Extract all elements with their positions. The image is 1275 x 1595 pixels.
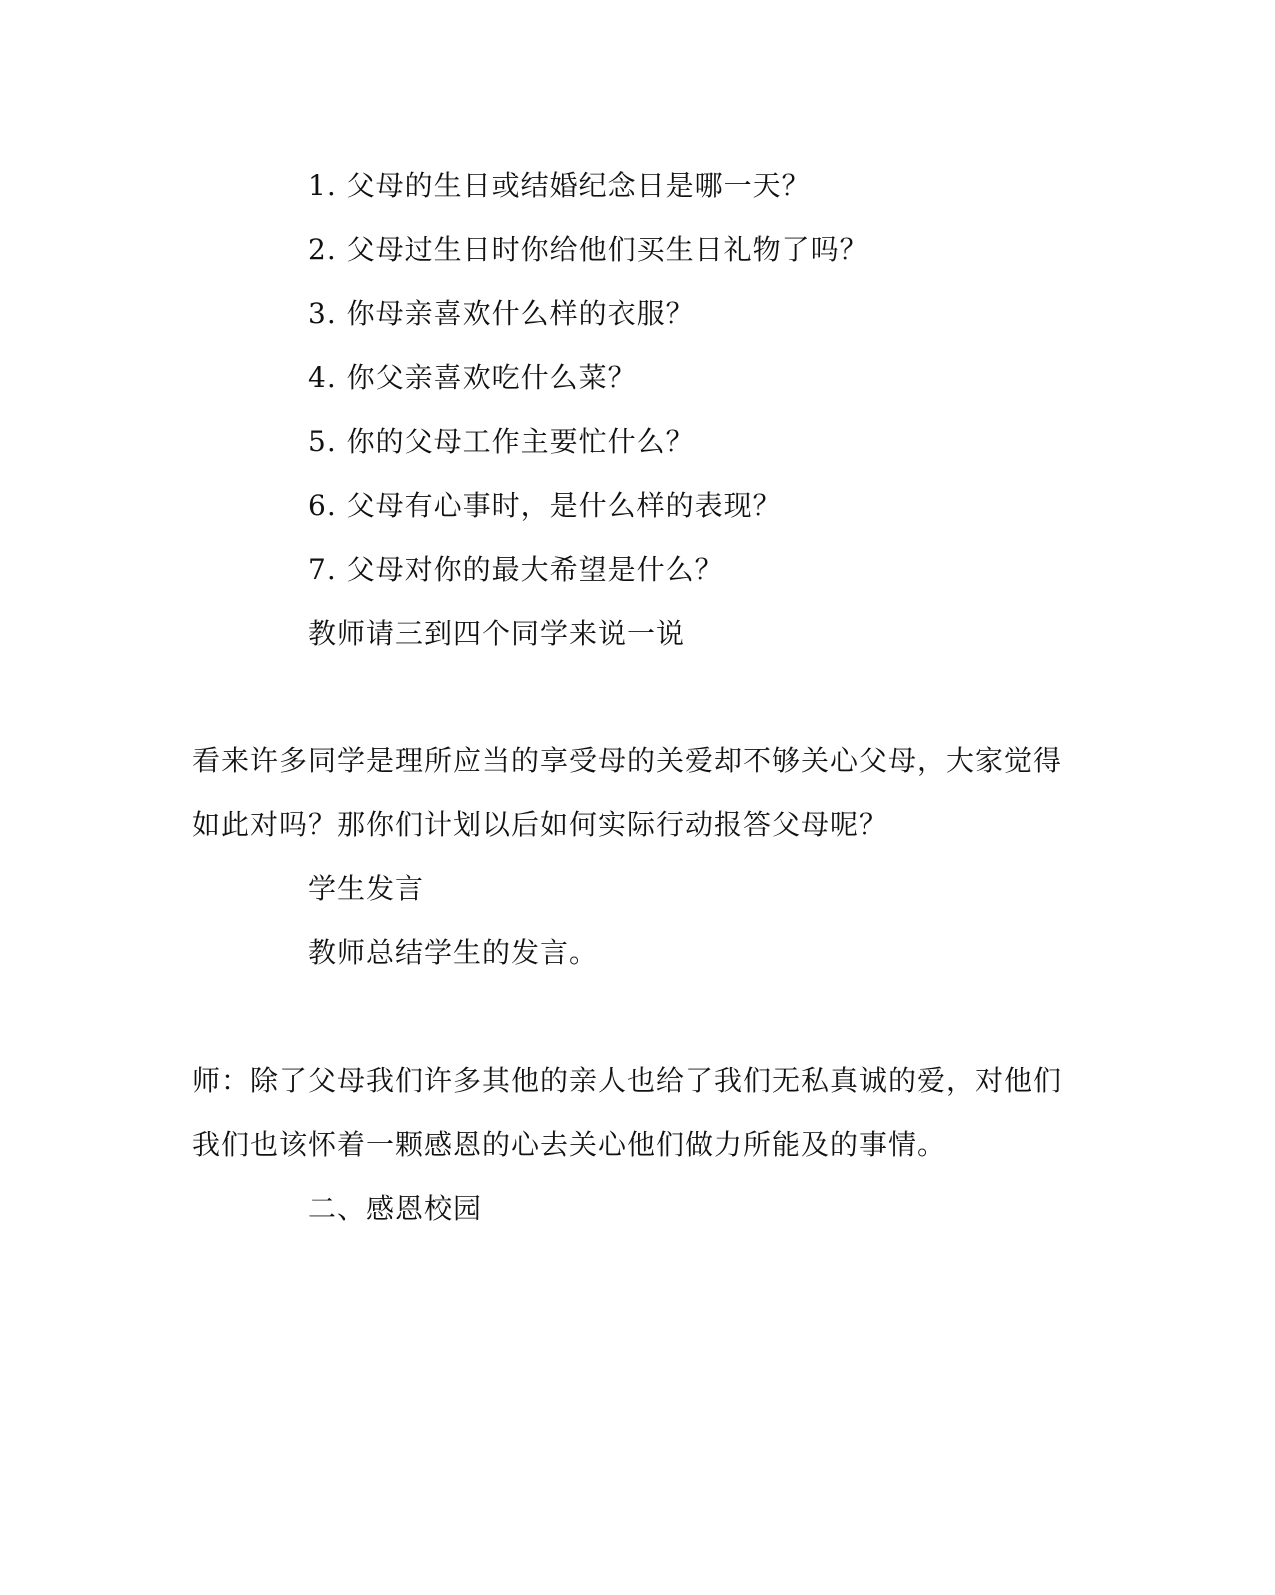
paragraph-2-line-2: 我们也该怀着一颗感恩的心去关心他们做力所能及的事情。: [192, 1128, 947, 1161]
question-item-3: 3. 你母亲喜欢什么样的衣服？: [308, 297, 695, 330]
paragraph-2-line-1: 师：除了父母我们许多其他的亲人也给了我们无私真诚的爱，对他们: [192, 1064, 1063, 1097]
teacher-summary: 教师总结学生的发言。: [308, 936, 599, 969]
question-item-4: 4. 你父亲喜欢吃什么菜？: [308, 361, 637, 394]
question-item-2: 2. 父母过生日时你给他们买生日礼物了吗？: [308, 233, 869, 266]
student-speech: 学生发言: [308, 872, 425, 905]
question-item-5: 5. 你的父母工作主要忙什么？: [308, 425, 695, 458]
section-heading: 二、感恩校园: [308, 1192, 483, 1225]
paragraph-1-line-2: 如此对吗？那你们计划以后如何实际行动报答父母呢？: [192, 808, 889, 841]
question-item-6: 6. 父母有心事时，是什么样的表现？: [308, 489, 782, 522]
question-item-7: 7. 父母对你的最大希望是什么？: [308, 553, 724, 586]
paragraph-1-line-1: 看来许多同学是理所应当的享受母的关爱却不够关心父母，大家觉得: [192, 744, 1063, 777]
teacher-prompt: 教师请三到四个同学来说一说: [308, 617, 686, 650]
question-item-1: 1. 父母的生日或结婚纪念日是哪一天？: [308, 169, 811, 202]
